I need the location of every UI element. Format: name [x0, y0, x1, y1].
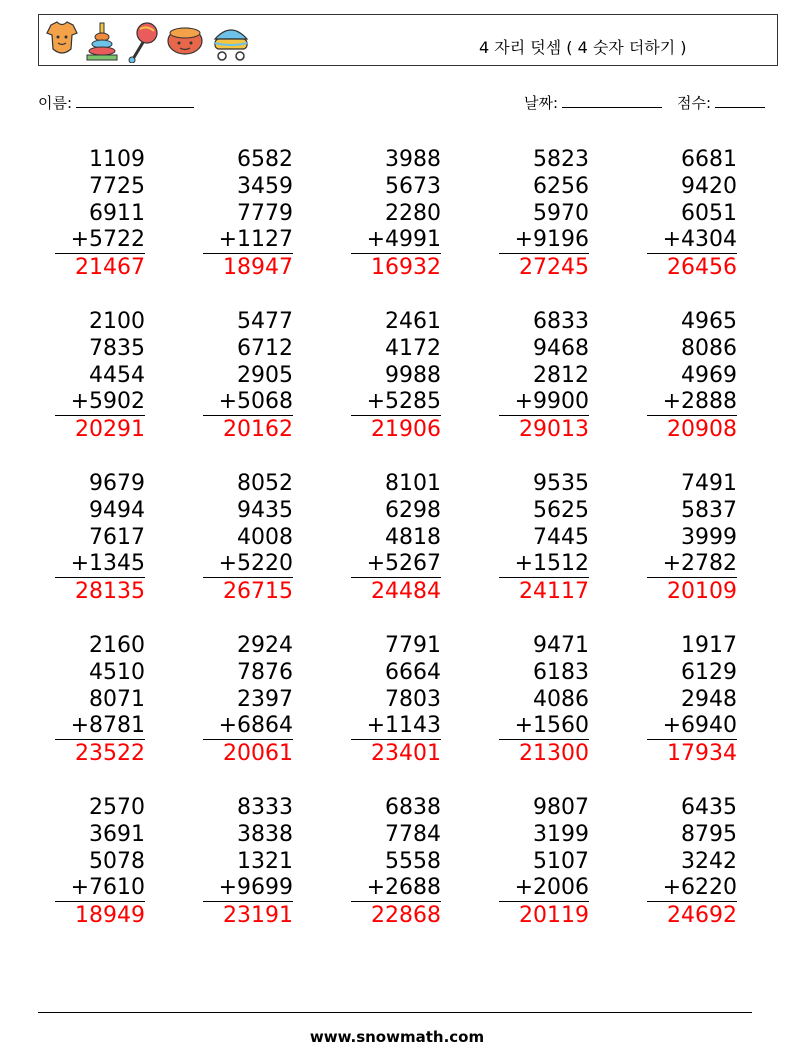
addend: 5837 — [681, 498, 737, 523]
addend-last: +1127 — [203, 227, 293, 254]
addend: 2461 — [385, 309, 441, 334]
baby-pot-icon — [165, 19, 205, 59]
addend: 9679 — [89, 471, 145, 496]
rattle-icon — [125, 19, 159, 63]
addition-problem — [499, 470, 589, 606]
addend: 6911 — [89, 201, 145, 226]
addend: 1917 — [681, 633, 737, 658]
addend: 7491 — [681, 471, 737, 496]
addend: 6051 — [681, 201, 737, 226]
addend: 7445 — [533, 525, 589, 550]
addition-problem — [499, 794, 589, 930]
addition-problem — [351, 632, 441, 768]
addition-problem — [499, 308, 589, 444]
addend: 9420 — [681, 174, 737, 199]
addend: 5823 — [533, 147, 589, 172]
addition-problem — [203, 308, 293, 444]
footer-site: www.snowmath.com — [309, 1028, 485, 1046]
addend-last: +9196 — [499, 227, 589, 254]
addend: 4510 — [89, 660, 145, 685]
addend-last: +5902 — [55, 389, 145, 416]
answer: 17934 — [667, 741, 737, 766]
addend: 2397 — [237, 687, 293, 712]
addend-last: +7610 — [55, 875, 145, 902]
addend-last: +1143 — [351, 713, 441, 740]
addition-problem — [351, 146, 441, 282]
addend: 5625 — [533, 498, 589, 523]
stacking-rings-icon — [85, 19, 119, 63]
addend: 7803 — [385, 687, 441, 712]
addend: 9435 — [237, 498, 293, 523]
worksheet-title: 4 자리 덧셈 ( 4 숫자 더하기 ) — [479, 38, 687, 57]
answer: 24692 — [667, 903, 737, 928]
addend: 4969 — [681, 363, 737, 388]
addend: 4086 — [533, 687, 589, 712]
answer: 29013 — [519, 417, 589, 442]
header-box — [38, 14, 778, 66]
addition-problem — [203, 632, 293, 768]
answer: 20908 — [667, 417, 737, 442]
addend-last: +2688 — [351, 875, 441, 902]
answer: 20109 — [667, 579, 737, 604]
addend: 2160 — [89, 633, 145, 658]
addition-problem — [499, 146, 589, 282]
addend: 9468 — [533, 336, 589, 361]
addend-last: +6220 — [647, 875, 737, 902]
addition-problem — [647, 632, 737, 768]
addend: 2924 — [237, 633, 293, 658]
addend: 4008 — [237, 525, 293, 550]
addend: 3691 — [89, 822, 145, 847]
addend: 3988 — [385, 147, 441, 172]
addend: 9988 — [385, 363, 441, 388]
answer: 21300 — [519, 741, 589, 766]
addition-problem — [203, 146, 293, 282]
addition-problem — [647, 470, 737, 606]
addition-problem — [55, 146, 145, 282]
addend-last: +9900 — [499, 389, 589, 416]
addend: 7725 — [89, 174, 145, 199]
answer: 21467 — [75, 255, 145, 280]
addend: 4454 — [89, 363, 145, 388]
addend: 1321 — [237, 849, 293, 874]
stroller-icon — [211, 19, 251, 63]
addend: 5078 — [89, 849, 145, 874]
addition-problem — [203, 470, 293, 606]
answer: 27245 — [519, 255, 589, 280]
addend: 6712 — [237, 336, 293, 361]
addition-problem — [203, 794, 293, 930]
addend: 2948 — [681, 687, 737, 712]
addend: 6183 — [533, 660, 589, 685]
addend: 6298 — [385, 498, 441, 523]
addend: 3999 — [681, 525, 737, 550]
answer: 20291 — [75, 417, 145, 442]
addend: 5970 — [533, 201, 589, 226]
addition-problem — [351, 308, 441, 444]
name-field — [38, 92, 194, 113]
addend-last: +5722 — [55, 227, 145, 254]
addend-last: +2888 — [647, 389, 737, 416]
addend: 6838 — [385, 795, 441, 820]
addend-last: +9699 — [203, 875, 293, 902]
addend: 6833 — [533, 309, 589, 334]
addend-last: +4991 — [351, 227, 441, 254]
addend: 2812 — [533, 363, 589, 388]
answer: 20162 — [223, 417, 293, 442]
addend: 9535 — [533, 471, 589, 496]
addend: 7784 — [385, 822, 441, 847]
addend: 7791 — [385, 633, 441, 658]
addend: 7835 — [89, 336, 145, 361]
addend: 5558 — [385, 849, 441, 874]
addend: 8071 — [89, 687, 145, 712]
addend: 6129 — [681, 660, 737, 685]
addition-problem — [55, 632, 145, 768]
addend: 8101 — [385, 471, 441, 496]
addend: 8086 — [681, 336, 737, 361]
addend: 7779 — [237, 201, 293, 226]
answer: 20119 — [519, 903, 589, 928]
addend: 7617 — [89, 525, 145, 550]
score-label: 점수: — [677, 94, 712, 112]
addend: 6664 — [385, 660, 441, 685]
addend: 5673 — [385, 174, 441, 199]
addend-last: +4304 — [647, 227, 737, 254]
addend: 4818 — [385, 525, 441, 550]
addend: 3199 — [533, 822, 589, 847]
answer: 24484 — [371, 579, 441, 604]
addend: 6435 — [681, 795, 737, 820]
addend-last: +5068 — [203, 389, 293, 416]
addend-last: +5267 — [351, 551, 441, 578]
date-label: 날짜: — [524, 94, 559, 112]
addend-last: +5285 — [351, 389, 441, 416]
answer: 23401 — [371, 741, 441, 766]
addend: 2280 — [385, 201, 441, 226]
addend-last: +1345 — [55, 551, 145, 578]
addend: 2100 — [89, 309, 145, 334]
addend-last: +2782 — [647, 551, 737, 578]
addend: 8333 — [237, 795, 293, 820]
addition-problem — [647, 308, 737, 444]
icon-strip — [45, 19, 251, 63]
addend: 9807 — [533, 795, 589, 820]
answer: 22868 — [371, 903, 441, 928]
footer-divider — [38, 1012, 752, 1013]
answer: 18947 — [223, 255, 293, 280]
addend: 6582 — [237, 147, 293, 172]
addend: 6681 — [681, 147, 737, 172]
answer: 23191 — [223, 903, 293, 928]
addend-last: +2006 — [499, 875, 589, 902]
addend: 6256 — [533, 174, 589, 199]
score-field — [677, 92, 765, 113]
answer: 20061 — [223, 741, 293, 766]
answer: 28135 — [75, 579, 145, 604]
date-field — [524, 92, 662, 113]
addition-problem — [351, 794, 441, 930]
addend: 8795 — [681, 822, 737, 847]
addition-problem — [647, 794, 737, 930]
name-blank[interactable] — [76, 93, 194, 108]
addend: 7876 — [237, 660, 293, 685]
answer: 24117 — [519, 579, 589, 604]
addition-problem — [55, 470, 145, 606]
addend: 4965 — [681, 309, 737, 334]
addend: 8052 — [237, 471, 293, 496]
addend-last: +1512 — [499, 551, 589, 578]
addend-last: +1560 — [499, 713, 589, 740]
answer: 26456 — [667, 255, 737, 280]
answer: 21906 — [371, 417, 441, 442]
onesie-icon — [45, 19, 79, 59]
answer: 26715 — [223, 579, 293, 604]
addend: 3242 — [681, 849, 737, 874]
answer: 18949 — [75, 903, 145, 928]
addend: 3459 — [237, 174, 293, 199]
addend: 2905 — [237, 363, 293, 388]
name-label: 이름: — [38, 94, 73, 112]
date-blank[interactable] — [562, 93, 662, 108]
score-blank[interactable] — [715, 93, 765, 108]
addend: 3838 — [237, 822, 293, 847]
addition-problem — [55, 308, 145, 444]
addition-problem — [351, 470, 441, 606]
addend: 1109 — [89, 147, 145, 172]
addend: 5477 — [237, 309, 293, 334]
addend: 2570 — [89, 795, 145, 820]
addition-problem — [647, 146, 737, 282]
addend: 5107 — [533, 849, 589, 874]
answer: 23522 — [75, 741, 145, 766]
addend-last: +6940 — [647, 713, 737, 740]
addend-last: +8781 — [55, 713, 145, 740]
addition-problem — [55, 794, 145, 930]
addend: 9494 — [89, 498, 145, 523]
answer: 16932 — [371, 255, 441, 280]
addend-last: +5220 — [203, 551, 293, 578]
addend: 9471 — [533, 633, 589, 658]
addition-problem — [499, 632, 589, 768]
addend-last: +6864 — [203, 713, 293, 740]
addend: 4172 — [385, 336, 441, 361]
